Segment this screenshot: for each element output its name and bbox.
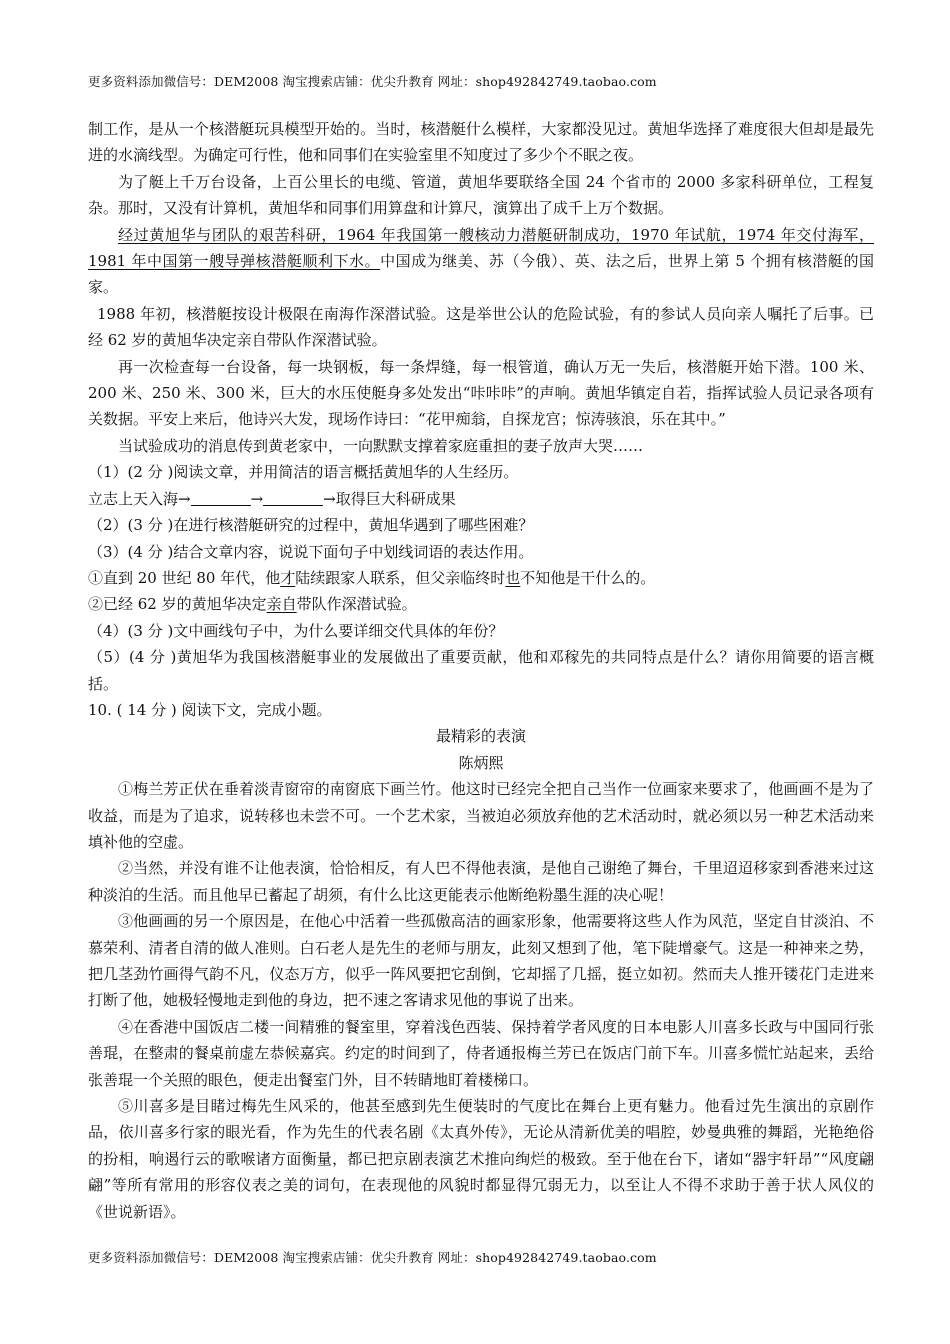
question-1-answer-line <box>88 486 874 512</box>
sentence-a-part-1: ①直到 20 世纪 80 年代，他 <box>88 568 281 587</box>
answer-line-arrow: → <box>250 489 264 508</box>
question-1: （1）(2 分 )阅读文章，并用简洁的语言概括黄旭华的人生经历。 <box>88 463 519 482</box>
article-paragraph: ⑤川喜多是目睹过梅先生风采的，他甚至感到先生便装时的气度比在舞台上更有魅力。他看过先生演出的京剧作品，依川喜多行家的眼光看，作为先生的代表名剧《太真外传》，无论从清新优美的唱腔，妙曼典雅的舞蹈，光艳绝俗的扮相，响遏行云的歌喉诸方面衡量，都已把京剧表演艺术推向绚烂的极致。至于他在台下，诸如“器宇轩昂”“风度翩翩”等所有常用的形容仪表之美的词句，在表现他的风貌时都显得冗弱无力，以至让人不得不求助于善于状人风仪的《世说新语》。 <box>88 1097 874 1221</box>
underlined-word-ye: 也 <box>505 568 521 587</box>
paragraph-4: 1988 年初，核潜艇按设计极限在南海作深潜试验。这是举世公认的危险试验，有的参试人员向亲人嘱托了后事。已经 62 岁的黄旭华决定亲自带队作深潜试验。 <box>88 304 874 350</box>
sentence-b-part-2: 带队作深潜试验。 <box>296 595 417 614</box>
article-paragraph: ④在香港中国饭店二楼一间精雅的餐室里，穿着浅色西装、保持着学者风度的日本电影人川喜多长政与中国同行张善琨，在整肃的餐桌前虚左恭候嘉宾。约定的时间到了，侍者通报梅兰芳已在饭店门前下车。川喜多慌忙站起来，丢给张善琨一个关照的眼色，便走出餐室门外，目不转睛地盯着楼梯口。 <box>88 1017 874 1089</box>
article-paragraph: ③他画画的另一个原因是，在他心中活着一些孤傲高洁的画家形象，他需要将这些人作为风范，坚定自甘淡泊、不慕荣利、清者自清的做人准则。白石老人是先生的老师与朋友，此刻又想到了他，笔下陡增豪气。这是一种神来之势，把几茎劲竹画得气韵不凡，仪态万方，似乎一阵风要把它刮倒，它却摇了几摇，挺立如初。然而夫人推开镂花门走进来打断了他，她极轻慢地走到他的身边，把不速之客请求见他的事说了出来。 <box>88 912 874 1010</box>
question-3-sentence-b <box>88 591 874 617</box>
paragraph-6: 当试验成功的消息传到黄老家中，一向默默支撑着家庭重担的妻子放声大哭…… <box>118 436 644 455</box>
paragraph-1: 制工作，是从一个核潜艇玩具模型开始的。当时，核潜艇什么模样，大家都没见过。黄旭华选择了难度很大但却是最先进的水滴线型。为确定可行性，他和同事们在实验室里不知度过了多少个不眠之夜。 <box>88 120 874 165</box>
paragraph-2: 为了艇上千万台设备，上百公里长的电缆、管道，黄旭华要联络全国 24 个省市的 2000 多家科研单位，工程复杂。那时，又没有计算机，黄旭华和同事们用算盘和计算尺，演算出了成千上万个数据。 <box>88 172 874 218</box>
article-author: 陈炳熙 <box>458 753 504 772</box>
paragraph-5: 再一次检查每一台设备，每一块钢板，每一条焊缝，每一根管道，确认万无一失后，核潜艇开始下潜。100 米、200 米、250 米、300 米，巨大的水压使艇身多处发出“咔咔咔”的声响。黄旭华镇定自若，指挥试验人员记录各项有关数据。平安上来后，他诗兴大发，现场作诗曰：“花甲痴翁，自探龙宫；惊涛骇浪，乐在其中。” <box>88 357 874 429</box>
article-title: 最精彩的表演 <box>435 727 526 746</box>
sentence-a-part-2: 陆续跟家人联系，但父亲临终时 <box>295 568 506 587</box>
underlined-word-qinzi: 亲自 <box>266 595 297 614</box>
question-4: （4）(3 分 )文中画线句子中，为什么要详细交代具体的年份？ <box>88 621 504 640</box>
article-paragraph: ②当然，并没有谁不让他表演，恰恰相反，有人巴不得他表演，是他自己谢绝了舞台，千里迢迢移家到香港来过这种淡泊的生活。而且他早已蓄起了胡须，有什么比这更能表示他断绝粉墨生涯的决心呢！ <box>88 859 874 904</box>
answer-blank-2[interactable] <box>263 490 323 506</box>
question-3-sentence-a <box>88 565 874 591</box>
sentence-a-part-3: 不知他是干什么的。 <box>520 568 656 587</box>
answer-blank-1[interactable] <box>191 490 251 506</box>
page-footer: 更多资料添加微信号：DEM2008 淘宝搜索店铺：优尖升教育 网址：shop492842749.taobao.com <box>88 1250 657 1265</box>
paragraph-3-rest: 中国成为继美、苏（今俄）、英、法之后，世界上第 5 个拥有核潜艇的国家。 <box>88 252 874 297</box>
underlined-word-cai: 才 <box>280 568 296 587</box>
sentence-b-part-1: ②已经 62 岁的黄旭华决定 <box>88 595 267 614</box>
answer-line-end: →取得巨大科研成果 <box>323 489 456 508</box>
page-header: 更多资料添加微信号：DEM2008 淘宝搜索店铺：优尖升教育 网址：shop492842749.taobao.com <box>88 74 657 89</box>
paragraph-3 <box>88 222 874 301</box>
question-10-heading: 10. ( 14 分 ) 阅读下文，完成小题。 <box>88 700 332 719</box>
question-2: （2）(3 分 )在进行核潜艇研究的过程中，黄旭华遇到了哪些困难？ <box>88 516 534 535</box>
document-body <box>88 116 874 1225</box>
answer-line-start: 立志上天入海→ <box>88 489 191 508</box>
underlined-sentence: 经过黄旭华与团队的艰苦科研，1964 年我国第一艘核动力潜艇研制成功，1970 年试航，1974 年交付海军，1981 年中国第一艘导弹核潜艇顺利下水。 <box>88 225 874 271</box>
question-5: （5）(4 分 )黄旭华为我国核潜艇事业的发展做出了重要贡献，他和邓稼先的共同特点是什么？请你用简要的语言概括。 <box>88 648 874 693</box>
article-paragraph: ①梅兰芳正伏在垂着淡青窗帘的南窗底下画兰竹。他这时已经完全把自己当作一位画家来要求了，他画画不是为了收益，而是为了追求，说转移也未尝不可。一个艺术家，当被迫必须放弃他的艺术活动时，就必须以另一种艺术活动来填补他的空虚。 <box>88 780 874 851</box>
question-3: （3）(4 分 )结合文章内容，说说下面句子中划线词语的表达作用。 <box>88 542 534 561</box>
